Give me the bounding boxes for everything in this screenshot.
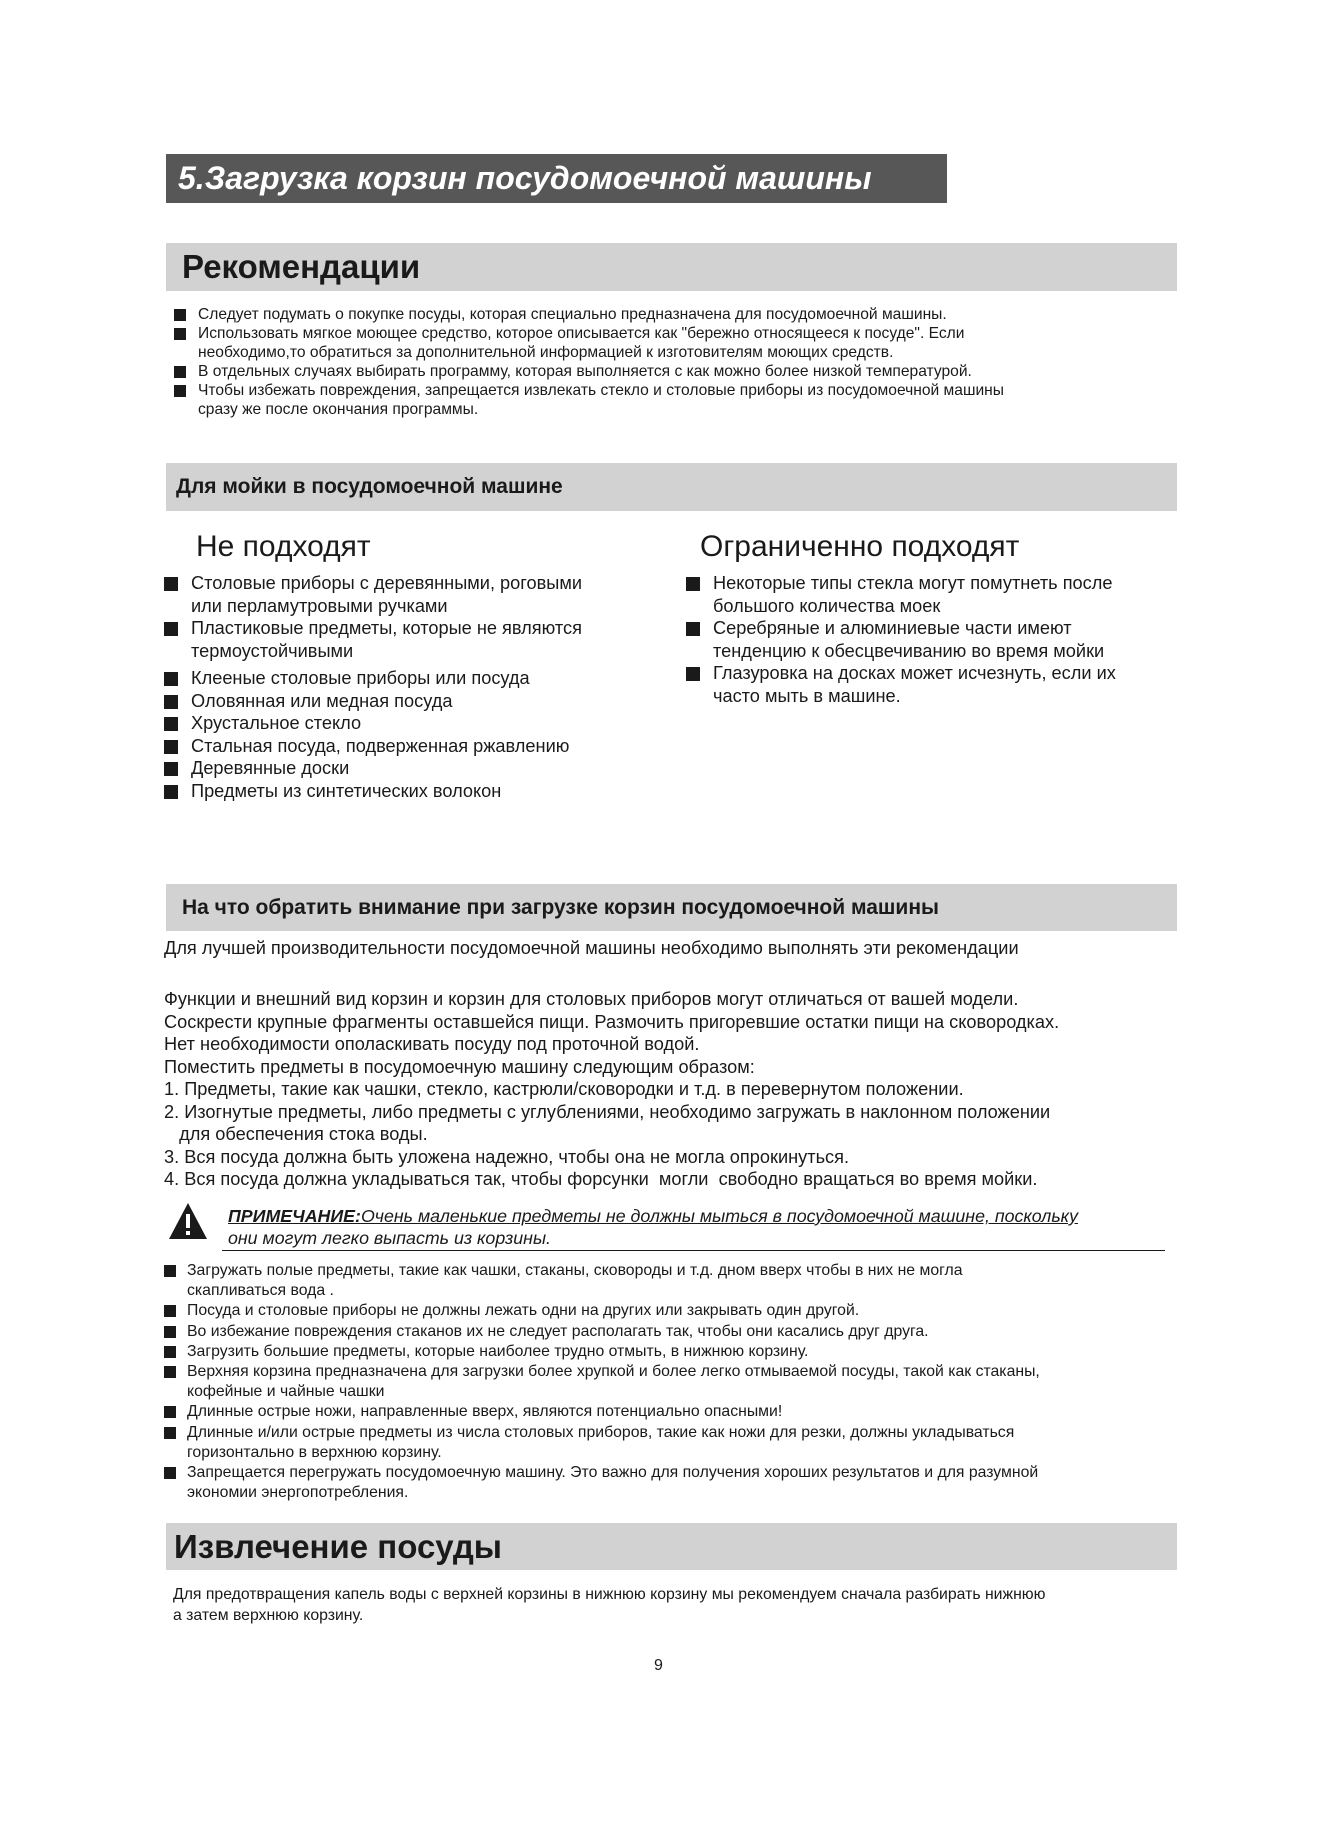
limited-suitable-list <box>686 572 1116 707</box>
paragraph-line: 1. Предметы, такие как чашки, стекло, кастрюли/сковородки и т.д. в перевернутом положении. <box>164 1079 964 1099</box>
list-item: Деревянные доски <box>164 757 582 780</box>
bullet-square-icon <box>174 328 186 340</box>
list-item: Посуда и столовые приборы не должны лежать одни на других или закрывать один другой. <box>164 1301 1040 1321</box>
bullet-square-icon <box>164 695 178 709</box>
list-item: Клееные столовые приборы или посуда <box>164 667 582 690</box>
note-text: ПРИМЕЧАНИЕ:Очень маленькие предметы не должны мыться в посудомоечной машине, поскольку они могут легко выпасть из корзины. <box>228 1206 1078 1248</box>
loading-tips-list <box>164 1261 1040 1503</box>
list-item: Длинные острые ножи, направленные вверх, являются потенциально опасными! <box>164 1402 1040 1422</box>
list-item: Некоторые типы стекла могут помутнеть после большого количества моек <box>686 572 1116 617</box>
chapter-title: 5.Загрузка корзин посудомоечной машины <box>166 154 947 203</box>
list-item: Загрузить большие предметы, которые наиболее трудно отмыть, в нижнюю корзину. <box>164 1342 1040 1362</box>
not-suitable-title: Не подходят <box>196 530 371 563</box>
paragraph-line: 2. Изогнутые предметы, либо предметы с углублениями, необходимо загружать в наклонном положении <box>164 1101 1051 1122</box>
bullet-square-icon <box>164 622 178 636</box>
list-item: Хрустальное стекло <box>164 712 582 735</box>
list-item: Серебряные и алюминиевые части имеют тенденцию к обесцвечиванию во время мойки <box>686 617 1116 662</box>
list-item: Верхняя корзина предназначена для загрузки более хрупкой и более легко отмываемой посуды, такой как стаканы, кофейные и чайные чашки <box>164 1362 1040 1402</box>
list-item: Предметы из синтетических волокон <box>164 780 582 803</box>
list-item: Загружать полые предметы, такие как чашки, стаканы, сковороды и т.д. дном вверх чтобы в них не могла скапливаться вода . <box>164 1261 1040 1301</box>
bullet-square-icon <box>686 622 700 636</box>
bullet-square-icon <box>164 762 178 776</box>
list-item: Чтобы избежать повреждения, запрещается извлекать стекло и столовые приборы из посудомоечной машины сразу же после окончания программы. <box>174 381 1004 419</box>
bullet-square-icon <box>174 385 186 397</box>
recommendations-list <box>174 305 1004 419</box>
bullet-square-icon <box>164 717 178 731</box>
unloading-heading: Извлечение посуды <box>166 1523 1177 1570</box>
paragraph-line: Соскрести крупные фрагменты оставшейся пищи. Размочить пригоревшие остатки пищи на сковородках. <box>164 1011 1060 1032</box>
bullet-square-icon <box>686 577 700 591</box>
bullet-square-icon <box>164 672 178 686</box>
limited-suitable-title: Ограниченно подходят <box>700 530 1020 563</box>
list-item: Глазуровка на досках может исчезнуть, если их часто мыть в машине. <box>686 662 1116 707</box>
list-item: Следует подумать о покупке посуды, которая специально предназначена для посудомоечной машины. <box>174 305 1004 324</box>
bullet-square-icon <box>164 1467 176 1479</box>
loading-instructions <box>164 988 1059 1191</box>
paragraph-line: для обеспечения стока воды. <box>164 1124 428 1144</box>
paragraph-line: Нет необходимости ополаскивать посуду под проточной водой. <box>164 1034 700 1054</box>
loading-heading: На что обратить внимание при загрузке корзин посудомоечной машины <box>166 884 1177 931</box>
list-item: Стальная посуда, подверженная ржавлению <box>164 735 582 758</box>
page-number: 9 <box>654 1657 663 1674</box>
list-item: В отдельных случаях выбирать программу, которая выполняется с как можно более низкой температурой. <box>174 362 1004 381</box>
list-item: Оловянная или медная посуда <box>164 690 582 713</box>
not-suitable-list <box>164 572 582 802</box>
note-divider <box>222 1250 1165 1251</box>
bullet-square-icon <box>686 667 700 681</box>
list-item: Запрещается перегружать посудомоечную машину. Это важно для получения хороших результатов и для разумной экономии энергопотребления. <box>164 1463 1040 1503</box>
bullet-square-icon <box>164 1346 176 1358</box>
list-item: Во избежание повреждения стаканов их не следует располагать так, чтобы они касались друг друга. <box>164 1322 1040 1342</box>
bullet-square-icon <box>164 1427 176 1439</box>
paragraph-line: Функции и внешний вид корзин и корзин для столовых приборов могут отличаться от вашей модели. <box>164 989 1019 1009</box>
bullet-square-icon <box>164 1305 176 1317</box>
loading-intro: Для лучшей производительности посудомоечной машины необходимо выполнять эти рекомендации <box>164 938 1019 958</box>
list-item: Пластиковые предметы, которые не являются термоустойчивыми <box>164 617 582 662</box>
bullet-square-icon <box>174 309 186 321</box>
bullet-square-icon <box>164 1366 176 1378</box>
note-label: ПРИМЕЧАНИЕ: <box>228 1206 361 1226</box>
list-item: Столовые приборы с деревянными, роговыми или перламутровыми ручками <box>164 572 582 617</box>
bullet-square-icon <box>164 1326 176 1338</box>
bullet-square-icon <box>164 1265 176 1277</box>
bullet-square-icon <box>174 366 186 378</box>
paragraph-line: 4. Вся посуда должна укладываться так, чтобы форсунки могли свободно вращаться во время мойки. <box>164 1169 1038 1189</box>
bullet-square-icon <box>164 740 178 754</box>
list-item: Использовать мягкое моющее средство, которое описывается как "бережно относящееся к посуде". Если необходимо,то обратиться за дополнительной информацией к изготовителям моющих средств. <box>174 324 1004 362</box>
recommendations-heading: Рекомендации <box>166 243 1177 291</box>
bullet-square-icon <box>164 1406 176 1418</box>
bullet-square-icon <box>164 577 178 591</box>
dishwasher-heading: Для мойки в посудомоечной машине <box>166 463 1177 511</box>
paragraph-line: Поместить предметы в посудомоечную машину следующим образом: <box>164 1056 755 1077</box>
paragraph-line: 3. Вся посуда должна быть уложена надежно, чтобы она не могла опрокинуться. <box>164 1146 850 1167</box>
list-item: Длинные и/или острые предметы из числа столовых приборов, такие как ножи для резки, должны укладываться горизонтально в верхнюю корзину. <box>164 1423 1040 1463</box>
warning-icon <box>167 1201 209 1241</box>
unloading-text: Для предотвращения капель воды с верхней корзины в нижнюю корзину мы рекомендуем сначала разбирать нижнюю а затем верхнюю корзину. <box>173 1586 1046 1624</box>
bullet-square-icon <box>164 785 178 799</box>
